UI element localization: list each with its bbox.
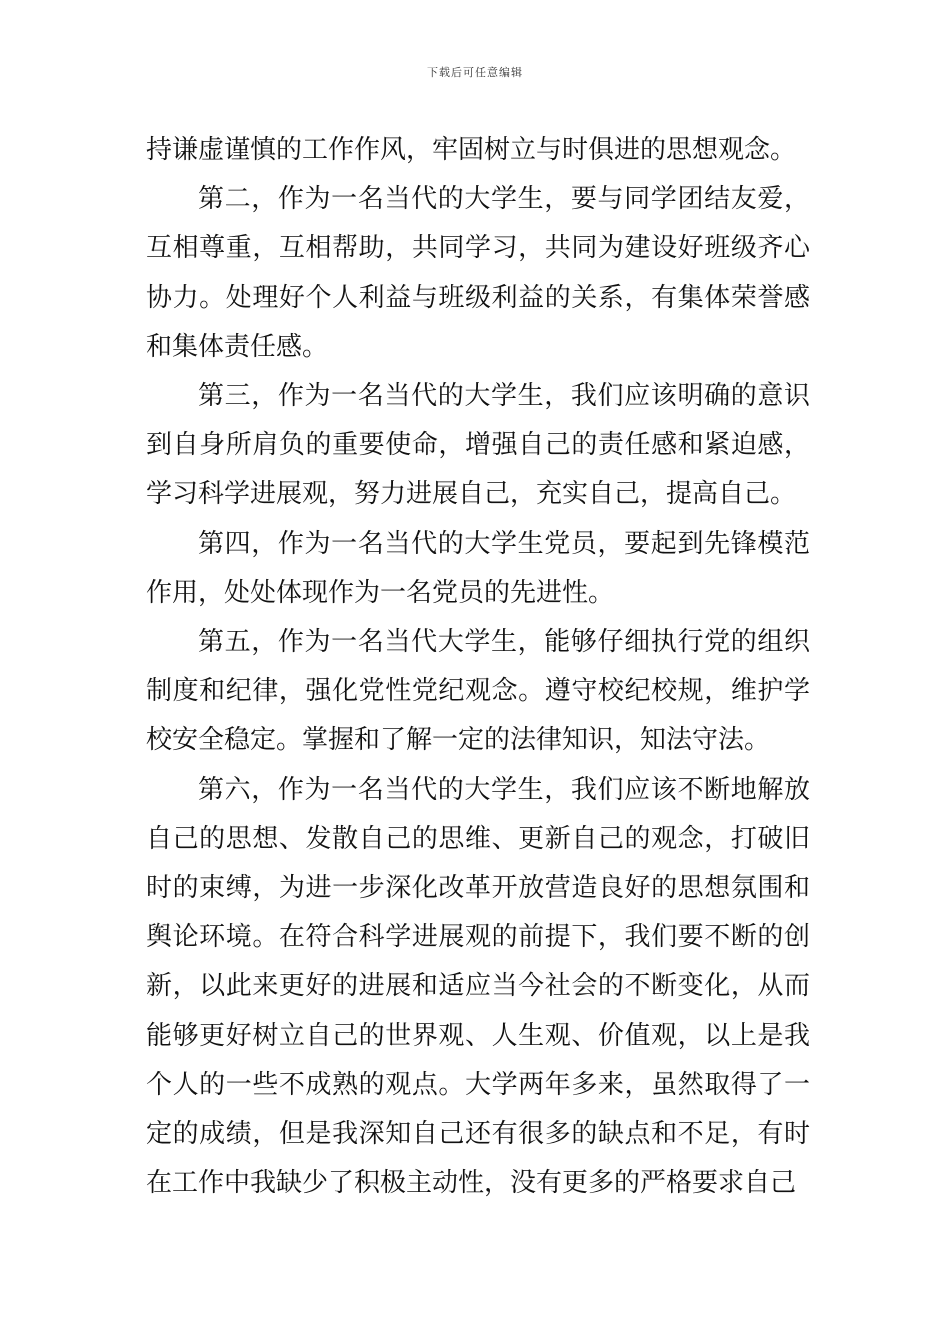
page-header: 下载后可任意编辑 <box>427 66 523 79</box>
document-body <box>146 126 810 1208</box>
paragraph-sixth: 第六，作为一名当代的大学生，我们应该不断地解放自己的思想、发散自己的思维、更新自己的观念，打破旧时的束缚，为进一步深化改革开放营造良好的思想氛围和舆论环境。在符合科学进展观的前提下，我们要不断的创新，以此来更好的进展和适应当今社会的不断变化，从而能够更好树立自己的世界观、人生观、价值观，以上是我个人的一些不成熟的观点。大学两年多来，虽然取得了一定的成绩，但是我深知自己还有很多的缺点和不足，有时在工作中我缺少了积极主动性，没有更多的严格要求自己 <box>146 774 810 1199</box>
paragraph-second: 第二，作为一名当代的大学生，要与同学团结友爱，互相尊重，互相帮助，共同学习，共同为建设好班级齐心协力。处理好个人利益与班级利益的关系，有集体荣誉感和集体责任感。 <box>146 184 810 362</box>
paragraph-fourth: 第四，作为一名当代的大学生党员，要起到先锋模范作用，处处体现作为一名党员的先进性。 <box>146 528 810 608</box>
paragraph-continuation: 持谦虚谨慎的工作作风，牢固树立与时俱进的思想观念。 <box>146 135 797 165</box>
paragraph-fifth: 第五，作为一名当代大学生，能够仔细执行党的组织制度和纪律，强化党性党纪观念。遵守校纪校规，维护学校安全稳定。掌握和了解一定的法律知识，知法守法。 <box>146 627 810 756</box>
paragraph-third: 第三，作为一名当代的大学生，我们应该明确的意识到自身所肩负的重要使命，增强自己的责任感和紧迫感，学习科学进展观，努力进展自己，充实自己，提高自己。 <box>146 381 810 510</box>
